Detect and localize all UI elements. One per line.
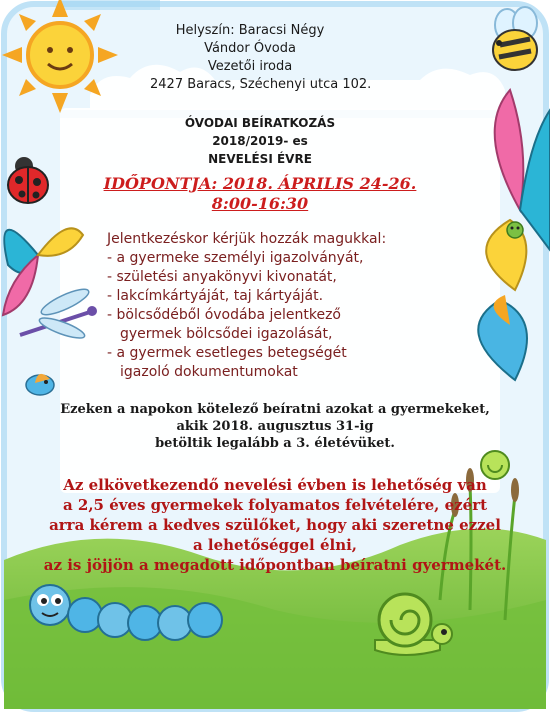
- list-item: - a gyermeke személyi igazolványát,: [107, 250, 364, 266]
- enrollment-heading: [175, 114, 345, 168]
- date-line-1: IDŐPONTJA: 2018. ÁPRILIS 24-26.: [103, 174, 417, 193]
- closing-line-4: a lehetőséggel élni,: [192, 536, 358, 554]
- closing-line-3: arra kérem a kedves szülőket, hogy aki szeretne ezzel: [49, 516, 501, 534]
- closing-message: [25, 475, 525, 575]
- address-line-2: Vándor Óvoda: [204, 41, 296, 56]
- address-line-1: Helyszín: Baracsi Négy: [175, 23, 325, 38]
- address-line-4: 2427 Baracs, Széchenyi utca 102.: [150, 77, 372, 92]
- list-item-continuation: igazoló dokumentumokat: [120, 364, 298, 380]
- closing-line-1: Az elkövetkezendő nevelési évben is lehetőség van: [63, 476, 487, 494]
- date-line-2: 8:00-16:30: [211, 194, 309, 213]
- heading-line-1: ÓVODAI BEÍRATKOZÁS: [184, 116, 336, 130]
- heading-line-2: 2018/2019- es: [212, 134, 308, 148]
- address-line-3: Vezetői iroda: [207, 59, 293, 74]
- location-address: [150, 22, 372, 94]
- enrollment-date: [95, 174, 425, 214]
- notice-line-3: betöltik legalább a 3. életévüket.: [155, 436, 395, 451]
- notice-line-1: Ezeken a napokon kötelező beíratni azokat a gyermekeket,: [60, 402, 490, 417]
- list-intro: Jelentkezéskor kérjük hozzák magukkal:: [107, 231, 387, 247]
- list-item-continuation: gyermek bölcsődei igazolását,: [120, 326, 333, 342]
- required-documents-list: [107, 230, 427, 382]
- list-item: - bölcsődéből óvodába jelentkező: [107, 307, 341, 323]
- list-item: - lakcímkártyáját, taj kártyáját.: [107, 288, 324, 304]
- list-item: - születési anyakönyvi kivonatát,: [107, 269, 337, 285]
- notice-line-2: akik 2018. augusztus 31-ig: [176, 419, 374, 434]
- closing-line-2: a 2,5 éves gyermekek folyamatos felvételére, ezért: [62, 496, 488, 514]
- heading-line-3: NEVELÉSI ÉVRE: [208, 152, 312, 166]
- list-item: - a gyermek esetleges betegségét: [107, 345, 347, 361]
- mandatory-notice: [35, 401, 515, 452]
- closing-line-5: az is jöjjön a megadott időpontban beíratni gyermekét.: [43, 556, 507, 574]
